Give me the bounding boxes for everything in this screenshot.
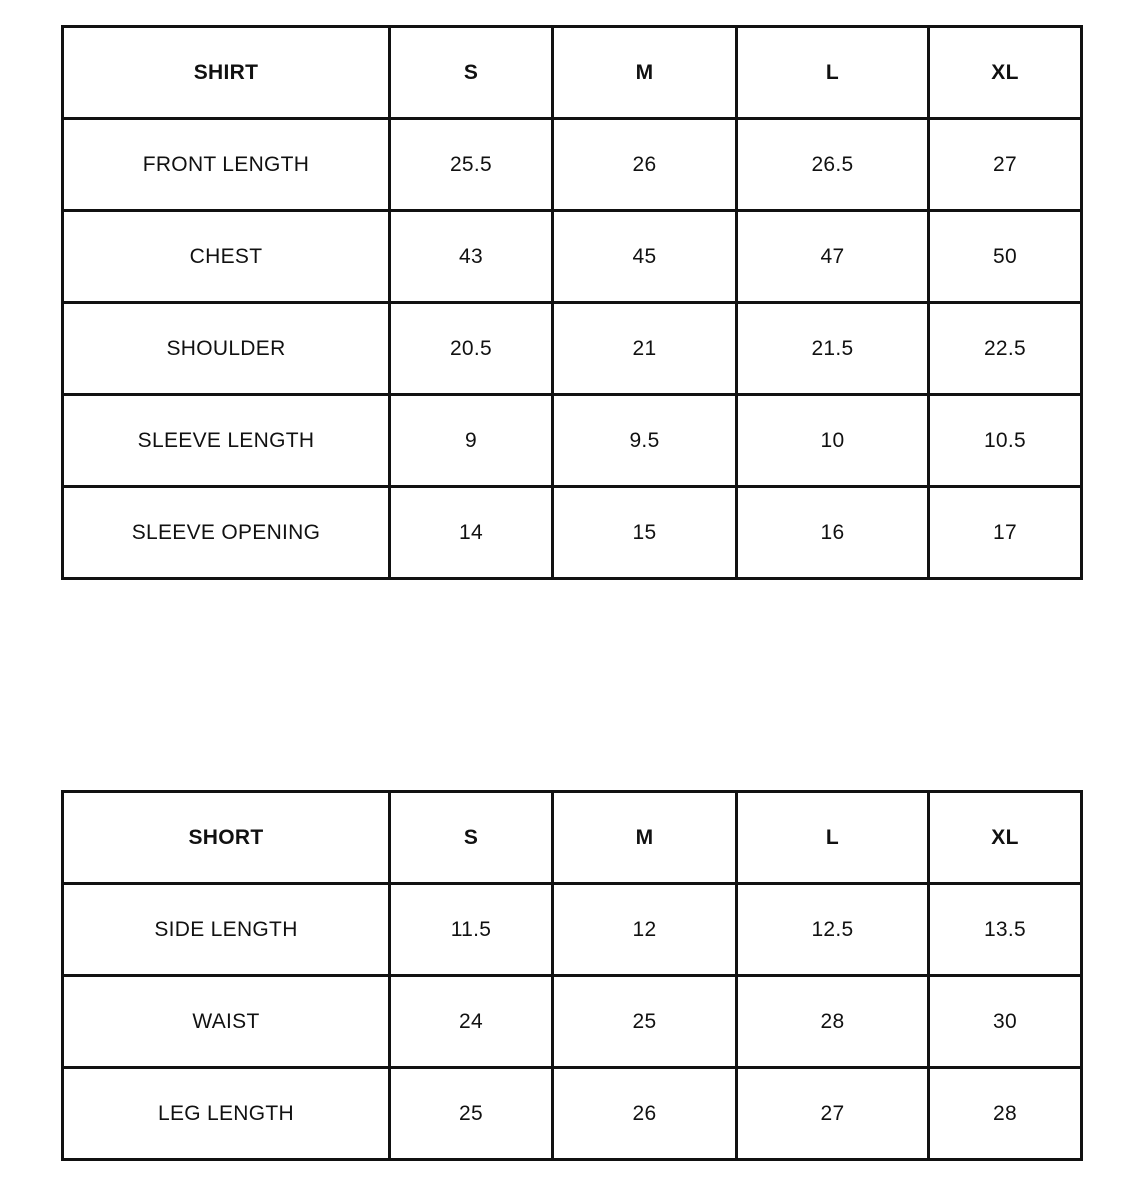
short-size-table — [61, 790, 1083, 1161]
header-size-m: M — [553, 792, 737, 884]
cell-value: 15 — [553, 487, 737, 579]
table-header-row — [63, 27, 1082, 119]
table-row — [63, 395, 1082, 487]
row-label: SIDE LENGTH — [63, 884, 390, 976]
cell-value: 25.5 — [390, 119, 553, 211]
cell-value: 43 — [390, 211, 553, 303]
row-label: SLEEVE LENGTH — [63, 395, 390, 487]
cell-value: 27 — [737, 1068, 929, 1160]
cell-value: 22.5 — [929, 303, 1082, 395]
header-size-l: L — [737, 792, 929, 884]
cell-value: 25 — [553, 976, 737, 1068]
cell-value: 26 — [553, 1068, 737, 1160]
cell-value: 47 — [737, 211, 929, 303]
header-size-xl: XL — [929, 27, 1082, 119]
cell-value: 14 — [390, 487, 553, 579]
table-row — [63, 303, 1082, 395]
row-label: LEG LENGTH — [63, 1068, 390, 1160]
header-size-s: S — [390, 792, 553, 884]
row-label: SLEEVE OPENING — [63, 487, 390, 579]
row-label: SHOULDER — [63, 303, 390, 395]
cell-value: 17 — [929, 487, 1082, 579]
cell-value: 11.5 — [390, 884, 553, 976]
cell-value: 26.5 — [737, 119, 929, 211]
shirt-size-table — [61, 25, 1083, 580]
table-row — [63, 976, 1082, 1068]
header-size-s: S — [390, 27, 553, 119]
cell-value: 13.5 — [929, 884, 1082, 976]
cell-value: 30 — [929, 976, 1082, 1068]
cell-value: 24 — [390, 976, 553, 1068]
table-row — [63, 884, 1082, 976]
table-row — [63, 119, 1082, 211]
cell-value: 50 — [929, 211, 1082, 303]
cell-value: 21 — [553, 303, 737, 395]
cell-value: 10 — [737, 395, 929, 487]
table-row — [63, 487, 1082, 579]
cell-value: 12.5 — [737, 884, 929, 976]
cell-value: 26 — [553, 119, 737, 211]
table-row — [63, 211, 1082, 303]
header-garment: SHORT — [63, 792, 390, 884]
row-label: FRONT LENGTH — [63, 119, 390, 211]
cell-value: 10.5 — [929, 395, 1082, 487]
cell-value: 9.5 — [553, 395, 737, 487]
header-garment: SHIRT — [63, 27, 390, 119]
header-size-m: M — [553, 27, 737, 119]
header-size-l: L — [737, 27, 929, 119]
cell-value: 25 — [390, 1068, 553, 1160]
table-header-row — [63, 792, 1082, 884]
cell-value: 12 — [553, 884, 737, 976]
cell-value: 16 — [737, 487, 929, 579]
cell-value: 28 — [737, 976, 929, 1068]
cell-value: 21.5 — [737, 303, 929, 395]
cell-value: 45 — [553, 211, 737, 303]
row-label: WAIST — [63, 976, 390, 1068]
cell-value: 20.5 — [390, 303, 553, 395]
table-row — [63, 1068, 1082, 1160]
cell-value: 27 — [929, 119, 1082, 211]
cell-value: 28 — [929, 1068, 1082, 1160]
header-size-xl: XL — [929, 792, 1082, 884]
cell-value: 9 — [390, 395, 553, 487]
row-label: CHEST — [63, 211, 390, 303]
